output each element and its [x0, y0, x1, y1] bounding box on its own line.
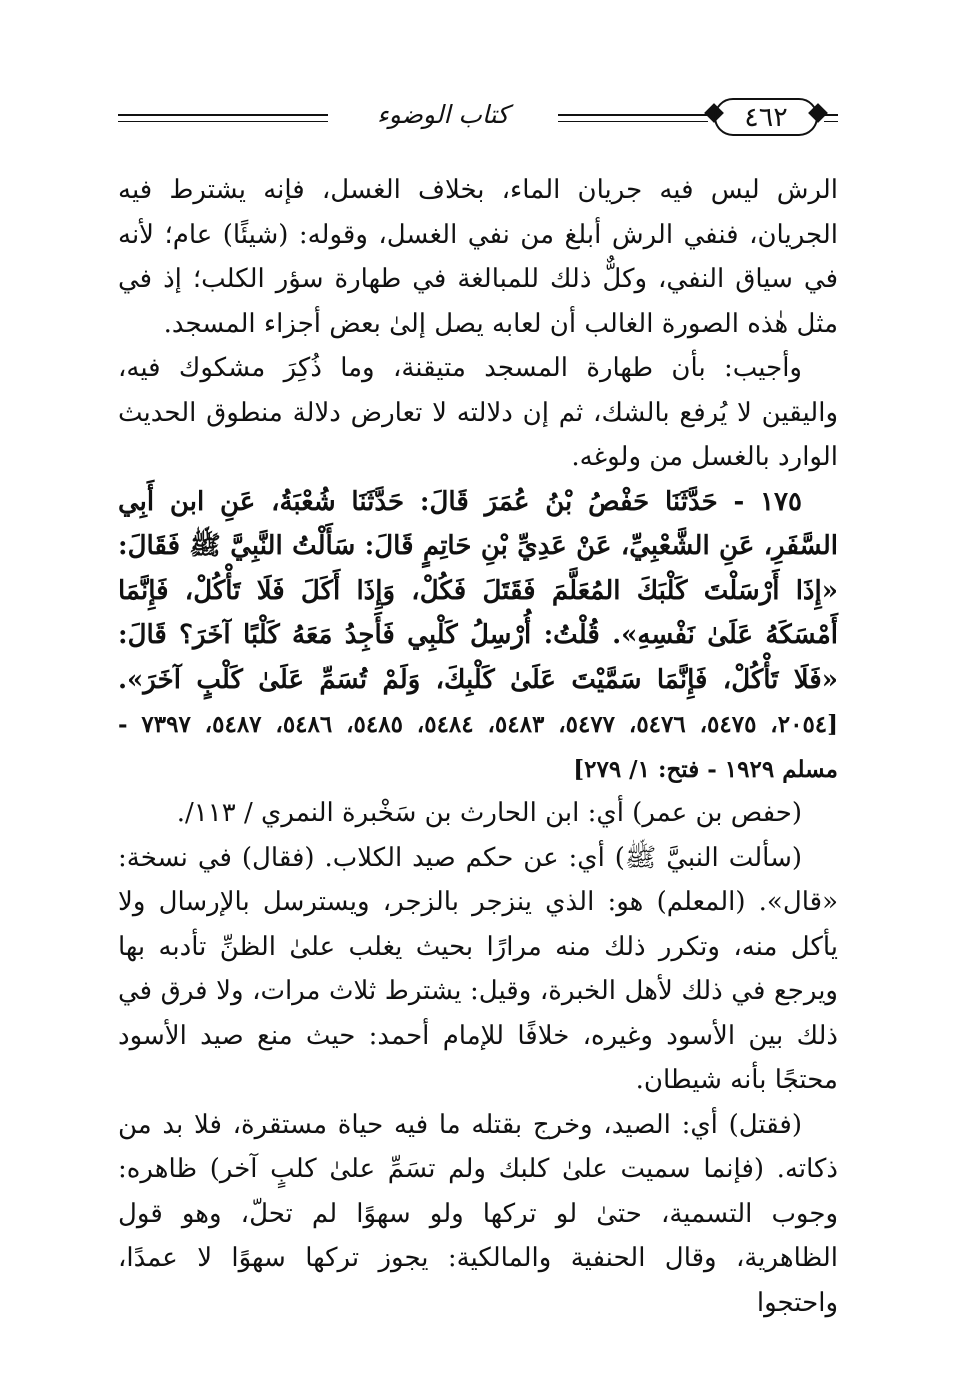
header-rule-middle-lower [558, 121, 708, 122]
hadith-references: [٢٠٥٤، ٥٤٧٥، ٥٤٧٦، ٥٤٧٧، ٥٤٨٣، ٥٤٨٤، ٥٤٨٥، ٥٤٨٦، ٥٤٨٧، ٧٣٩٧ - مسلم ١٩٢٩ - فتح: ١/ ٢٧٩] [118, 711, 839, 783]
book-title: كتاب الوضوء [377, 100, 509, 129]
header-rule-middle [558, 114, 708, 116]
header-rule-left [118, 114, 328, 116]
paragraph: (فقتل) أي: الصيد، وخرج بقتله ما فيه حياة مستقرة، فلا بد من ذكاته. (فإنما سميت علىٰ كلبك ولم تسَمِّ علىٰ كلبٍ آخر) ظاهره: وجوب التسمية، حتىٰ لو تركها ولو سهوًا لم تحلّ، وهو قول الظاهرية، وقال الحنفية والمالكية: يجوز تركها سهوًا لا عمدًا، واحتجوا [118, 1109, 838, 1318]
hadith-body: ١٧٥ - حَدَّثَنَا حَفْصُ بْنُ عُمَرَ قَالَ: حَدَّثَنَا شُعْبَةُ، عَنِ ابن أَبِي السَّفَرِ، عَنِ الشَّعْبِيِّ، عَنْ عَدِيِّ بْنِ حَاتِمٍ قَالَ: سَأَلْتُ النَّبِيَّ ﷺ فَقَالَ: «إِذَا أَرْسَلْتَ كَلْبَكَ المُعَلَّمَ فَقَتَلَ فَكُلْ، وَإِذَا أَكَلَ فَلَا تَأْكُلْ، فَإِنَّمَا أَمْسَكَهُ عَلَىٰ نَفْسِهِ». قُلْتُ: أُرْسِلُ كَلْبِي فَأَجِدُ مَعَهُ كَلْبًا آخَرَ؟ قَالَ: «فَلَا تَأْكُلْ، فَإِنَّمَا سَمَّيْتَ عَلَىٰ كَلْبِكَ، وَلَمْ تُسَمِّ عَلَىٰ كَلْبٍ آخَرَ». [118, 486, 838, 695]
paragraph: وأجيب: بأن طهارة المسجد متيقنة، وما ذُكِرَ مشكوك فيه، واليقين لا يُرفع بالشك، ثم إن دلالته لا تعارض دلالة منطوق الحديث الوارد بالغسل من ولوغه. [118, 353, 838, 472]
page-body [118, 168, 838, 1325]
paragraph: (حفص بن عمر) أي: ابن الحارث بن سَخْبرة النمري / ١١٣/. [176, 798, 802, 828]
page-header [118, 96, 838, 142]
page-number: ٤٦٢ [714, 98, 818, 136]
header-rule-right-lower [824, 121, 838, 122]
header-rule-right [824, 114, 838, 116]
paragraph: الرش ليس فيه جريان الماء، بخلاف الغسل، فإنه يشترط فيه الجريان، فنفي الرش أبلغ من نفي الغسل، وقوله: (شيئًا) عام؛ لأنه في سياق النفي، وكلٌّ ذلك للمبالغة في طهارة سؤر الكلب؛ إذ في مثل هٰذه الصورة الغالب أن لعابه يصل إلىٰ بعض أجزاء المسجد. [118, 175, 838, 339]
paragraph: (سألت النبيَّ ﷺ) أي: عن حكم صيد الكلاب. (فقال) في نسخة: «قال». (المعلم) هو: الذي ينزجر بالزجر، ويسترسل بالإرسال ولا يأكل منه، وتكرر ذلك منه مرارًا بحيث يغلب علىٰ الظنِّ تأدبه بها ويرجع في ذلك لأهل الخبرة، وقيل: يشترط ثلاث مرات، ولا فرق في ذلك بين الأسود وغيره، خلافًا للإمام أحمد: حيث منع صيد الأسود محتجًا بأنه شيطان. [118, 842, 838, 1095]
header-rule-left-lower [118, 121, 328, 122]
hadith-text [118, 480, 838, 792]
